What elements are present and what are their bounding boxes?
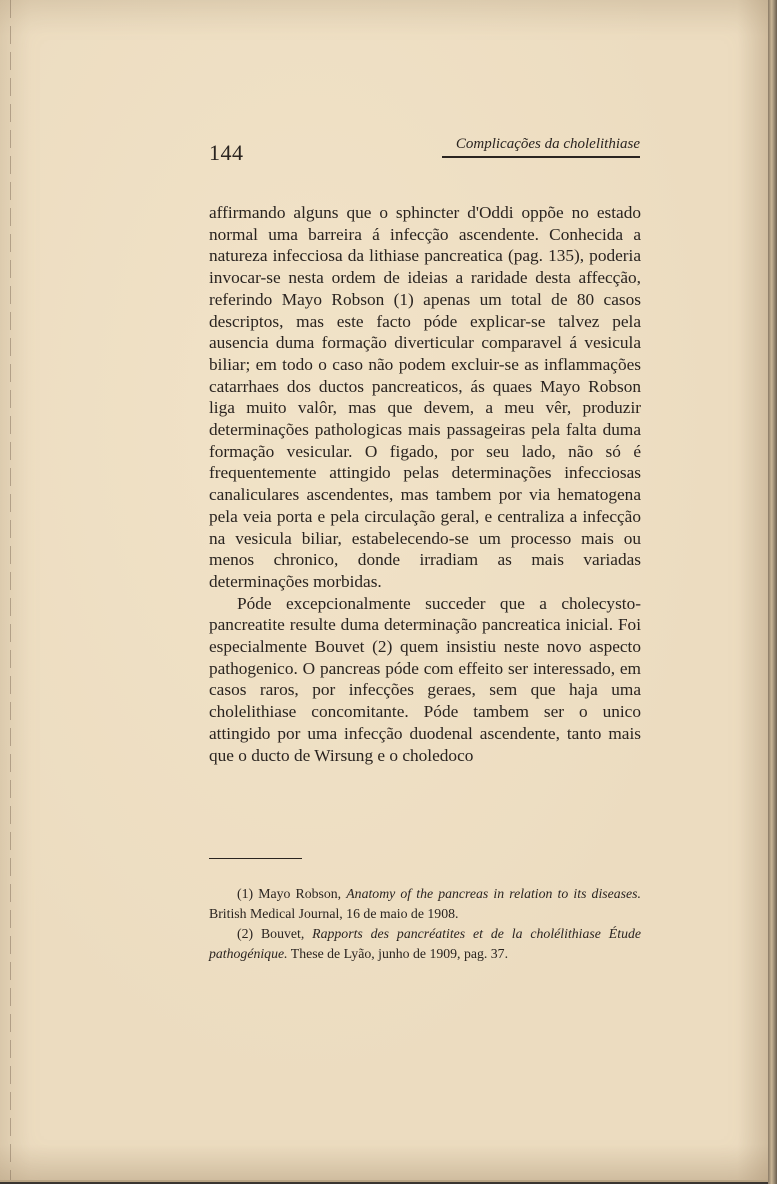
page-number: 144: [209, 140, 244, 165]
body-text: [209, 202, 641, 766]
footnotes: [209, 884, 641, 964]
paragraph: affirmando alguns que o sphincter d'Oddi oppõe no estado normal uma barreira á infecção ascendente. Conhecida a natureza infecciosa da lithiase pancreatica (pag. 135), poderia invocar-se nesta ordem de ideias a raridade desta affecção, referindo Mayo Robson (1) apenas um total de 80 casos descriptos, mas este facto póde explicar-se talvez pela ausencia duma formação diverticular comparavel á vesicula biliar; em todo o caso não podem excluir-se as inflammações catarrhaes dos ductos pancreaticos, ás quaes Mayo Robson liga muito valôr, mas que devem, a meu vêr, produzir determinações pathologicas mais passageiras pela falta duma formação vesicular. O figado, por seu lado, não só é frequentemente attingido pelas determinações infecciosas canaliculares ascendentes, mas tambem por via hematogena pela veia porta e pela circulação geral, e centraliza a infecção na vesicula biliar, estabelecendo-se um processo mais ou menos chronico, donde irradiam as mais variadas determinações morbidas.: [209, 203, 641, 591]
footnote-2-title: Rapports des pancréatites et de la cholélithiase Étude pathogénique.: [209, 926, 641, 961]
footnote-rule: [209, 858, 302, 859]
page-edge-shadow: [768, 0, 777, 1184]
binding-edge: [10, 0, 11, 1180]
footnote-2: [209, 924, 641, 964]
running-head: Complicações da cholelithiase: [442, 136, 640, 158]
footnote-1-source: British Medical Journal, 16 de maio de 1908.: [209, 906, 459, 921]
footnote-1-title: Anatomy of the pancreas in relation to its diseases.: [346, 886, 641, 901]
paragraph: Póde excepcionalmente succeder que a cholecysto-pancreatite resulte duma determinação pancreatica inicial. Foi especialmente Bouvet (2) quem insistiu neste novo aspecto pathogenico. O pancreas póde com effeito ser interessado, em casos raros, por infecções geraes, sem que haja uma cholelithiase concomitante. Póde tambem ser o unico attingido por uma infecção duodenal ascendente, tanto mais que o ducto de Wirsung e o choledoco: [209, 593, 641, 765]
footnote-2-marker: (2) Bouvet,: [237, 926, 313, 941]
footnote-1-marker: (1) Mayo Robson,: [237, 886, 347, 901]
footnote-1: [209, 884, 641, 924]
footnote-2-source: These de Lyão, junho de 1909, pag. 37.: [287, 946, 509, 961]
